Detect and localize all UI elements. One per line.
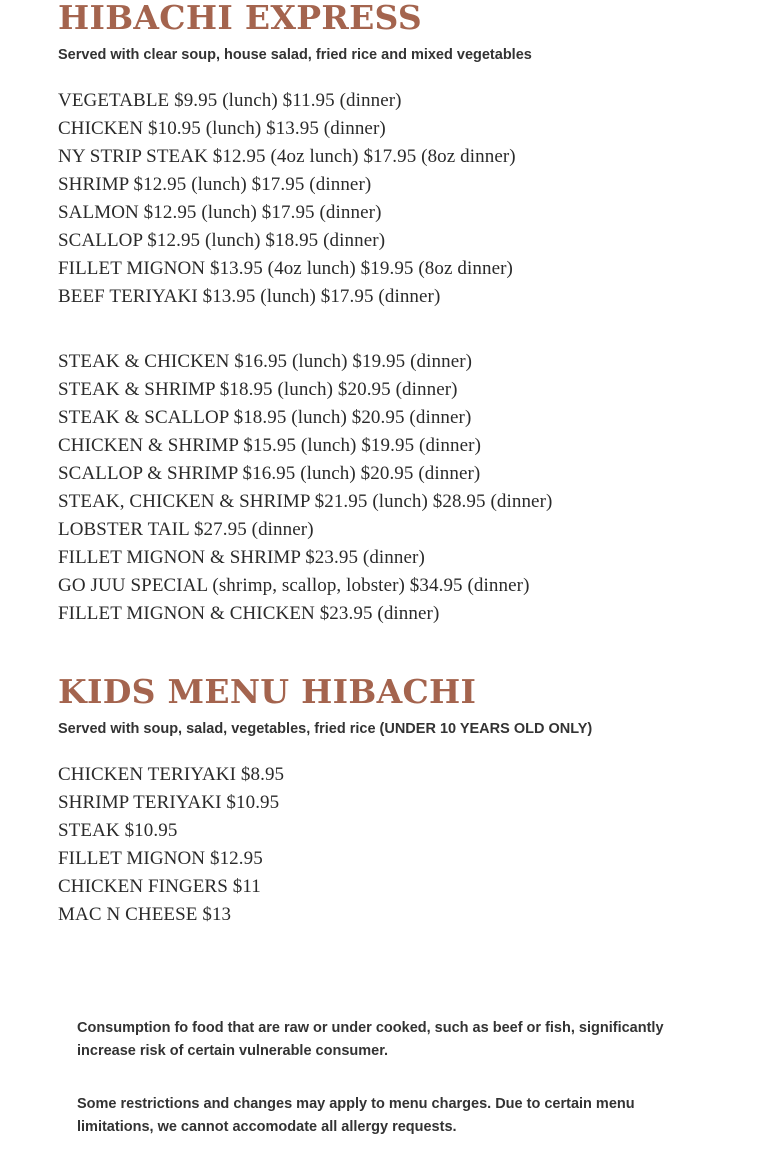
combo-item: STEAK & SCALLOP $18.95 (lunch) $20.95 (dinner): [58, 407, 472, 428]
kids-menu-title: KIDS MENU HIBACHI: [58, 672, 477, 711]
menu-item: VEGETABLE $9.95 (lunch) $11.95 (dinner): [58, 90, 402, 111]
kids-menu-item: MAC N CHEESE $13: [58, 904, 232, 925]
kids-menu-item: STEAK $10.95: [58, 820, 178, 841]
kids-menu-item: SHRIMP TERIYAKI $10.95: [58, 792, 280, 813]
menu-item: SCALLOP $12.95 (lunch) $18.95 (dinner): [58, 230, 386, 251]
combo-item: FILLET MIGNON & SHRIMP $23.95 (dinner): [58, 547, 425, 568]
hibachi-express-title: HIBACHI EXPRESS: [58, 0, 423, 37]
combo-item: GO JUU SPECIAL (shrimp, scallop, lobster) $34.95 (dinner): [58, 575, 530, 596]
menu-item: FILLET MIGNON $13.95 (4oz lunch) $19.95 (8oz dinner): [58, 258, 513, 279]
kids-menu-item-list: [58, 761, 284, 929]
kids-menu-item: CHICKEN FINGERS $11: [58, 876, 261, 897]
hibachi-express-item-list: [58, 87, 516, 311]
menu-item: SALMON $12.95 (lunch) $17.95 (dinner): [58, 202, 382, 223]
menu-item: NY STRIP STEAK $12.95 (4oz lunch) $17.95 (8oz dinner): [58, 146, 516, 167]
combo-item: STEAK & SHRIMP $18.95 (lunch) $20.95 (dinner): [58, 379, 458, 400]
kids-menu-item: CHICKEN TERIYAKI $8.95: [58, 764, 285, 785]
combo-item: LOBSTER TAIL $27.95 (dinner): [58, 519, 314, 540]
combo-item: SCALLOP & SHRIMP $16.95 (lunch) $20.95 (dinner): [58, 463, 481, 484]
combo-item: CHICKEN & SHRIMP $15.95 (lunch) $19.95 (dinner): [58, 435, 482, 456]
combo-item: STEAK & CHICKEN $16.95 (lunch) $19.95 (dinner): [58, 351, 473, 372]
hibachi-combo-list: [58, 348, 552, 628]
combo-item: FILLET MIGNON & CHICKEN $23.95 (dinner): [58, 603, 440, 624]
allergy-restrictions-note: Some restrictions and changes may apply to menu charges. Due to certain menu limitations, we cannot accomodate all allergy requests.: [77, 1096, 635, 1135]
menu-item: BEEF TERIYAKI $13.95 (lunch) $17.95 (dinner): [58, 286, 441, 307]
hibachi-express-subtitle: Served with clear soup, house salad, fried rice and mixed vegetables: [58, 47, 532, 63]
raw-food-warning-note: Consumption fo food that are raw or under cooked, such as beef or fish, significantly increase risk of certain vulnerable consumer.: [77, 1020, 664, 1059]
kids-menu-subtitle: Served with soup, salad, vegetables, fried rice (UNDER 10 YEARS OLD ONLY): [58, 721, 593, 737]
combo-item: STEAK, CHICKEN & SHRIMP $21.95 (lunch) $28.95 (dinner): [58, 491, 553, 512]
kids-menu-item: FILLET MIGNON $12.95: [58, 848, 263, 869]
menu-item: SHRIMP $12.95 (lunch) $17.95 (dinner): [58, 174, 372, 195]
menu-item: CHICKEN $10.95 (lunch) $13.95 (dinner): [58, 118, 386, 139]
